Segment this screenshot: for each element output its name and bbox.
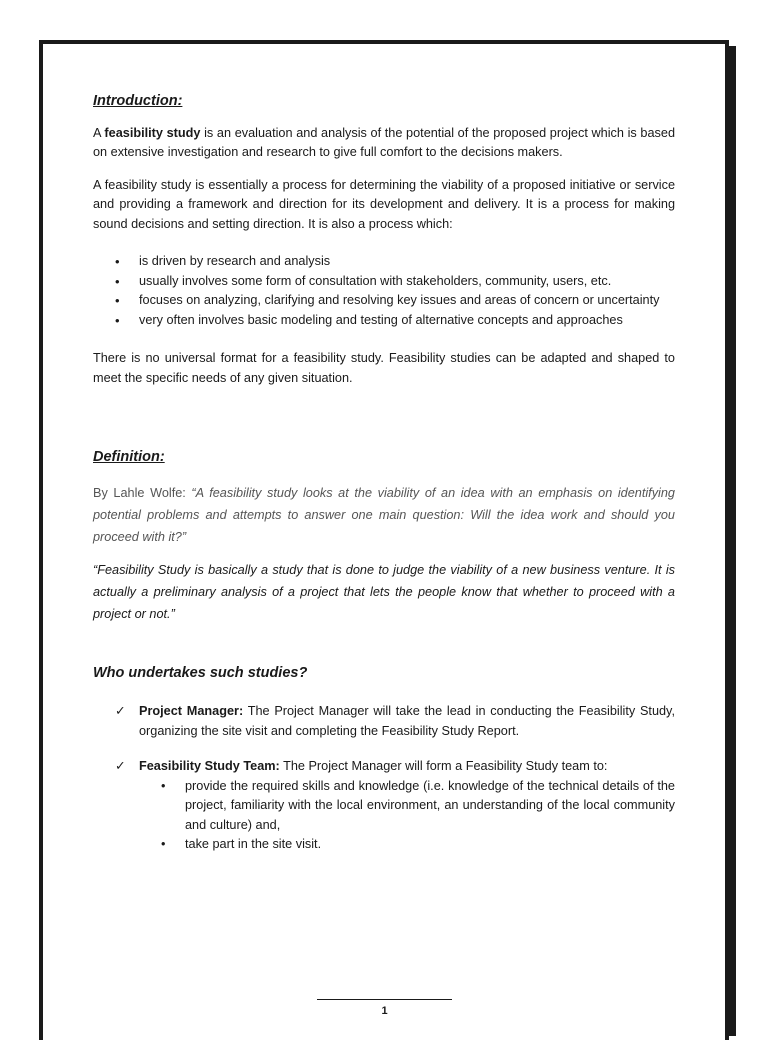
- intro-paragraph-3: There is no universal format for a feasibility study. Feasibility studies can be adapted and shaped to meet the specific needs of any given situation.: [93, 351, 675, 385]
- process-bullet-list: [93, 252, 675, 330]
- list-item: • very often involves basic modeling and testing of alternative concepts and approaches: [93, 311, 675, 331]
- list-item: • is driven by research and analysis: [93, 252, 675, 272]
- who-check-list: [93, 702, 675, 855]
- checkmark-icon: ✓: [115, 704, 126, 718]
- document-body: [93, 92, 675, 855]
- page-shadow: [729, 46, 736, 1036]
- intro-paragraph-1: A feasibility study is an evaluation and analysis of the potential of the proposed project which is based on extensive investigation and research to give full comfort to the decisions makers.: [93, 125, 675, 159]
- footer-rule: [317, 999, 452, 1000]
- list-item: • take part in the site visit.: [139, 835, 675, 855]
- introduction-heading: Introduction:: [93, 93, 183, 109]
- definition-quote-1: By Lahle Wolfe: “A feasibility study looks at the viability of an idea with an emphasis on identifying potential problems and attempts to answer one main question: Will the idea work and should you proceed with it?”: [93, 485, 675, 544]
- page-number: 1: [381, 1005, 388, 1017]
- list-item: ✓ Project Manager: The Project Manager will take the lead in conducting the Feasibility Study, organizing the site visit and completing the Feasibility Study Report.: [115, 704, 675, 738]
- feasibility-study-term: feasibility study: [104, 125, 201, 140]
- quote-author: By Lahle Wolfe:: [93, 485, 192, 500]
- who-heading: Who undertakes such studies?: [93, 664, 308, 681]
- definition-quote-2: “Feasibility Study is basically a study that is done to judge the viability of a new business venture. It is actually a preliminary analysis of a project that lets the people know that whether to proceed with a project or not.”: [93, 562, 675, 621]
- team-sub-list: [139, 777, 675, 855]
- list-item: • focuses on analyzing, clarifying and resolving key issues and areas of concern or uncertainty: [93, 291, 675, 311]
- list-item: • usually involves some form of consultation with stakeholders, community, users, etc.: [93, 272, 675, 292]
- intro-paragraph-2: A feasibility study is essentially a process for determining the viability of a proposed initiative or service and providing a framework and direction for its development and delivery. It is a process for making sound decisions and setting direction. It is also a process which:: [93, 177, 675, 231]
- checkmark-icon: ✓: [115, 759, 126, 773]
- list-item: • provide the required skills and knowledge (i.e. knowledge of the technical details of the project, familiarity with the local environment, an understanding of the local community and culture) and,: [139, 777, 675, 836]
- list-item: ✓ Feasibility Study Team: The Project Manager will form a Feasibility Study team to: • provide the required skills and knowledge (i.e. knowledge of the technical details of the project, familiarity with the local environment, an understanding of the local community and culture) and, • take part in the site visit.: [93, 757, 675, 855]
- definition-heading: Definition:: [93, 449, 165, 465]
